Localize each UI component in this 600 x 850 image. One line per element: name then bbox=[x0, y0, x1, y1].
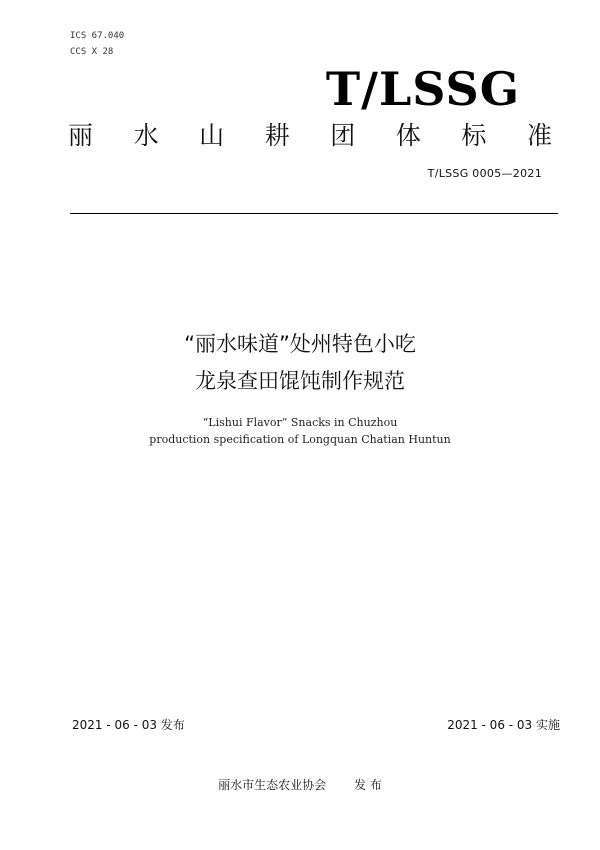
standard-type-char: 团 bbox=[330, 121, 356, 150]
classification-codes bbox=[70, 28, 124, 60]
standard-type-char: 山 bbox=[199, 121, 225, 150]
standard-type-char: 水 bbox=[133, 121, 159, 150]
standard-type-char: 丽 bbox=[68, 121, 94, 150]
document-number: T/LSSG 0005—2021 bbox=[427, 167, 542, 180]
standard-type-char: 准 bbox=[526, 121, 552, 150]
publish-date: 2021 - 06 - 03 发布 bbox=[72, 718, 185, 732]
chinese-title-line-1: “丽水味道”处州特色小吃 bbox=[184, 332, 416, 356]
standard-type-char: 体 bbox=[395, 121, 421, 150]
english-title-line-2: production specification of Longquan Chatian Huntun bbox=[149, 433, 451, 446]
standard-type-char: 标 bbox=[461, 121, 487, 150]
ics-code: ICS 67.040 bbox=[70, 31, 125, 41]
publisher-line bbox=[0, 776, 600, 793]
publisher-action: 发 布 bbox=[354, 778, 382, 792]
chinese-title-line-2: 龙泉查田馄饨制作规范 bbox=[195, 369, 405, 393]
ccs-code: CCS X 28 bbox=[70, 47, 114, 57]
standard-logo: T/LSSG bbox=[325, 62, 520, 116]
publisher-org: 丽水市生态农业协会 bbox=[218, 778, 327, 792]
standard-type-heading bbox=[68, 116, 552, 152]
header-divider bbox=[70, 213, 558, 214]
implement-date: 2021 - 06 - 03 实施 bbox=[447, 718, 560, 732]
standard-type-char: 耕 bbox=[264, 121, 290, 150]
english-title-line-1: “Lishui Flavor” Snacks in Chuzhou bbox=[202, 416, 398, 429]
